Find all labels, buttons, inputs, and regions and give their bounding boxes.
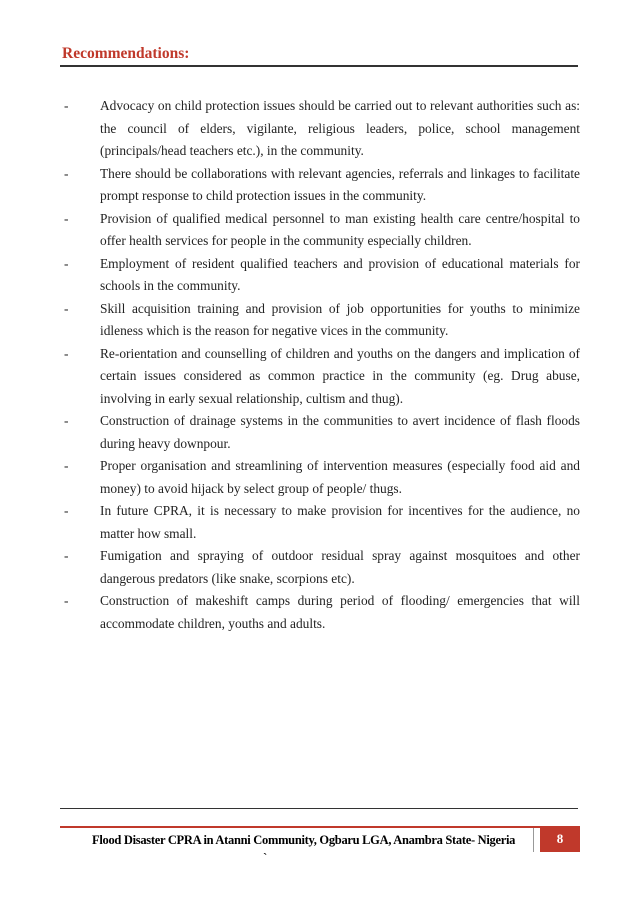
list-item bbox=[62, 298, 580, 343]
bullet-dash: - bbox=[64, 345, 69, 361]
bullet-dash: - bbox=[64, 548, 69, 563]
page-heading: Recommendations: bbox=[62, 45, 190, 62]
list-item bbox=[62, 95, 580, 163]
list-item bbox=[62, 500, 580, 545]
bullet-dash: - bbox=[64, 255, 69, 271]
list-item-text: Skill acquisition training and provision of job opportunities for youths to minimize idleness which is the reason for negative vices in the community. bbox=[100, 300, 580, 338]
list-item bbox=[62, 590, 580, 635]
list-item-text: Fumigation and spraying of outdoor residual spray against mosquitoes and other dangerous predators (like snake, scorpions etc). bbox=[100, 548, 580, 586]
list-item-text: Employment of resident qualified teachers and provision of educational materials for schools in the community. bbox=[100, 255, 580, 293]
bullet-dash: - bbox=[64, 413, 69, 428]
list-item bbox=[62, 343, 580, 411]
bullet-dash: - bbox=[64, 503, 69, 518]
footer-divider bbox=[60, 808, 578, 809]
bullet-dash: - bbox=[64, 300, 69, 316]
footer-trailing-mark: ` bbox=[263, 850, 268, 865]
recommendations-list bbox=[62, 95, 580, 635]
page-number: 8 bbox=[540, 826, 580, 852]
list-item-text: Advocacy on child protection issues should be carried out to relevant authorities such as: the council of elders, vigilante, religious leaders, police, school management (principals/head teachers etc.), in the community. bbox=[100, 98, 580, 158]
list-item-text: There should be collaborations with relevant agencies, referrals and linkages to facilitate prompt response to child protection issues in the community. bbox=[100, 165, 580, 203]
page-footer bbox=[60, 826, 580, 852]
list-item-text: Construction of makeshift camps during period of flooding/ emergencies that will accommodate children, youths and adults. bbox=[100, 593, 580, 631]
list-item bbox=[62, 545, 580, 590]
list-item-text: Proper organisation and streamlining of intervention measures (especially food aid and money) to avoid hijack by select group of people/ thugs. bbox=[100, 458, 580, 496]
footer-separator bbox=[533, 828, 534, 852]
bullet-dash: - bbox=[64, 458, 69, 473]
list-item-text: Construction of drainage systems in the communities to avert incidence of flash floods during heavy downpour. bbox=[100, 413, 580, 451]
heading-divider bbox=[60, 65, 578, 67]
list-item-text: Re-orientation and counselling of children and youths on the dangers and implication of certain issues considered as common practice in the community (eg. Drug abuse, involving in early sexual relationship, cultism and thug). bbox=[100, 345, 580, 406]
list-item bbox=[62, 455, 580, 500]
footer-title: Flood Disaster CPRA in Atanni Community, Ogbaru LGA, Anambra State- Nigeria bbox=[92, 833, 516, 847]
list-item bbox=[62, 410, 580, 455]
bullet-dash: - bbox=[64, 165, 69, 181]
list-item bbox=[62, 208, 580, 253]
bullet-dash: - bbox=[64, 210, 69, 226]
list-item-text: Provision of qualified medical personnel to man existing health care centre/hospital to offer health services for people in the community especially children. bbox=[100, 210, 580, 248]
list-item-text: In future CPRA, it is necessary to make provision for incentives for the audience, no matter how small. bbox=[100, 503, 580, 541]
list-item bbox=[62, 253, 580, 298]
bullet-dash: - bbox=[64, 593, 69, 608]
list-item bbox=[62, 163, 580, 208]
bullet-dash: - bbox=[64, 98, 69, 113]
